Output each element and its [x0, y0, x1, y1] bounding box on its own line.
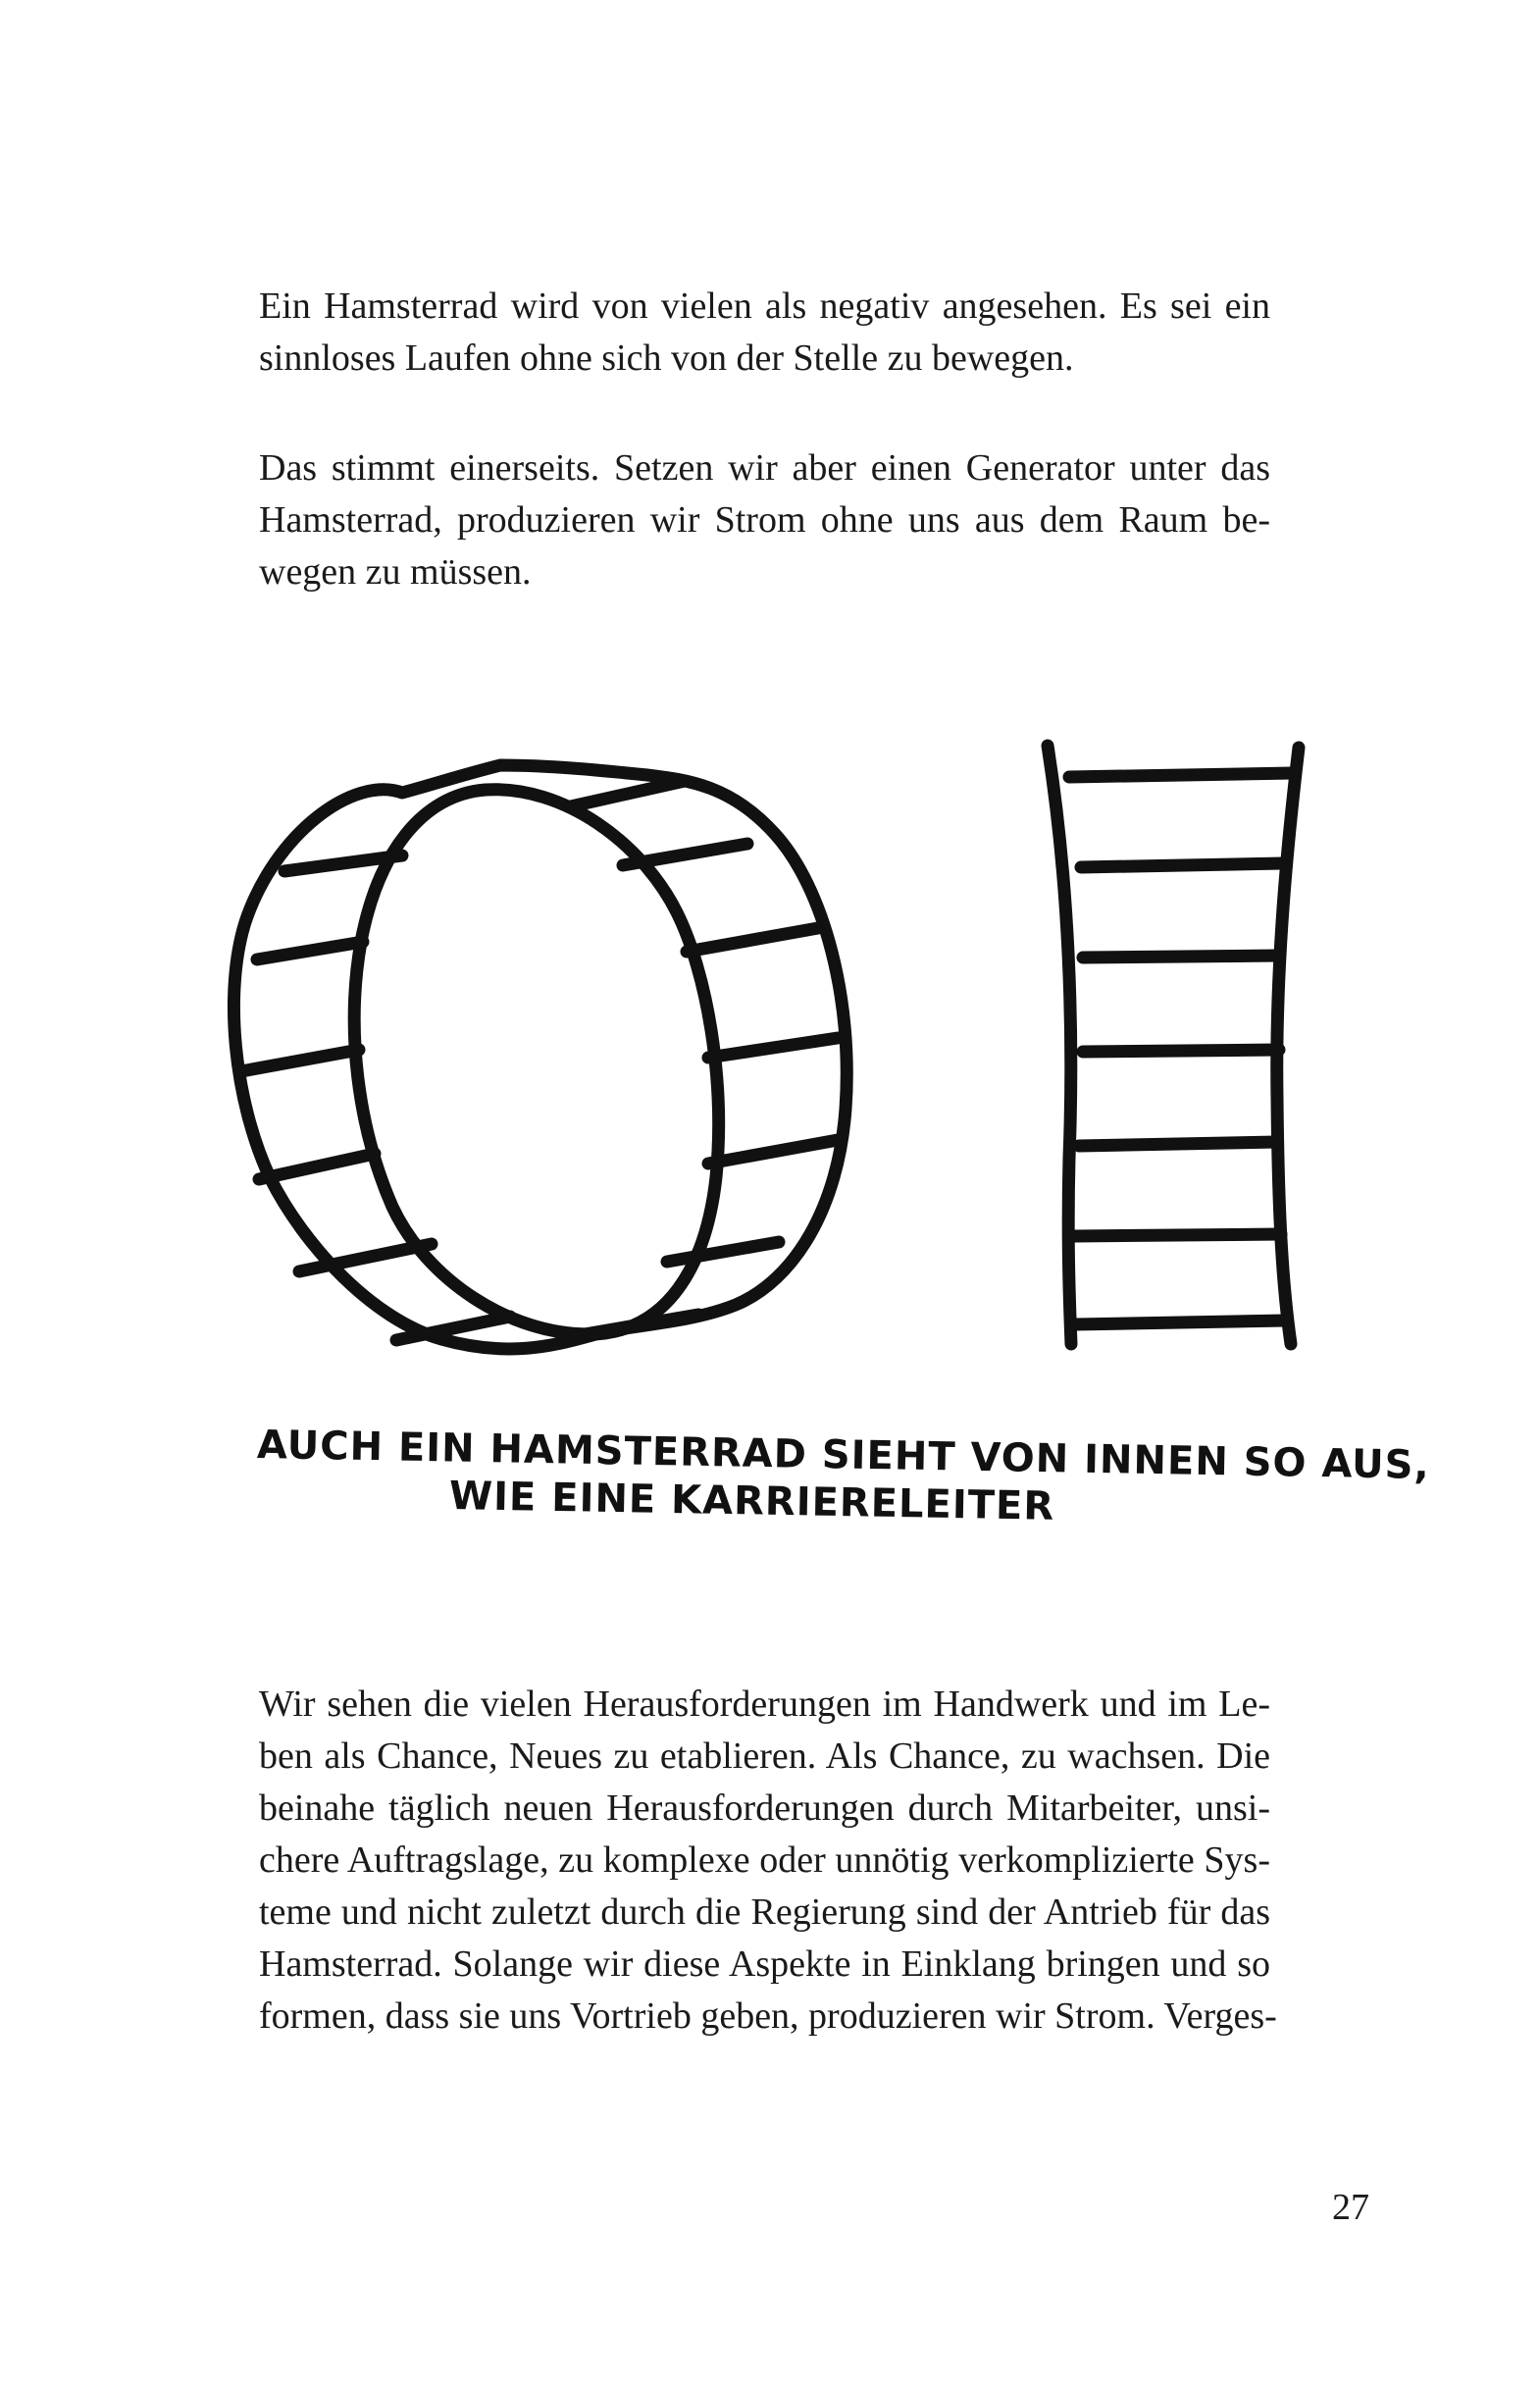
text-line: wegen zu müssen.: [259, 551, 532, 593]
illustration-caption-line-2: WIE EINE KARRIERELEITER: [448, 1474, 1055, 1529]
text-line: Ein Hamsterrad wird von vielen als negativ angesehen. Es sei ein: [259, 285, 1270, 327]
ladder-icon: [1048, 746, 1299, 1344]
page-number: 27: [1332, 2187, 1369, 2228]
text-line: Das stimmt einerseits. Setzen wir aber einen Generator unter das: [259, 447, 1270, 489]
text-line: chere Auftragslage, zu komplexe oder unnötig verkomplizierte Sys-: [259, 1839, 1270, 1881]
text-line: teme und nicht zuletzt durch die Regierung sind der Antrieb für das: [259, 1891, 1270, 1933]
text-line: beinahe täglich neuen Herausforderungen durch Mitarbeiter, unsi-: [259, 1787, 1270, 1829]
text-line: ben als Chance, Neues zu etablieren. Als Chance, zu wachsen. Die: [259, 1735, 1270, 1777]
hamster-wheel-icon: [233, 765, 847, 1349]
text-line: formen, dass sie uns Vortrieb geben, produzieren wir Strom. Verges-: [259, 1995, 1277, 2037]
text-line: Hamsterrad, produzieren wir Strom ohne uns aus dem Raum be-: [259, 499, 1270, 541]
text-line: sinnloses Laufen ohne sich von der Stelle zu bewegen.: [259, 337, 1074, 379]
illustration-caption-line-1: AUCH EIN HAMSTERRAD SIEHT VON INNEN SO AUS,: [256, 1423, 1431, 1488]
paragraph-3: [259, 1679, 1277, 2043]
text-line: Wir sehen die vielen Herausforderungen im Handwerk und im Le-: [259, 1683, 1270, 1725]
text-line: Hamsterrad. Solange wir diese Aspekte in Einklang bringen und so: [259, 1943, 1270, 1985]
